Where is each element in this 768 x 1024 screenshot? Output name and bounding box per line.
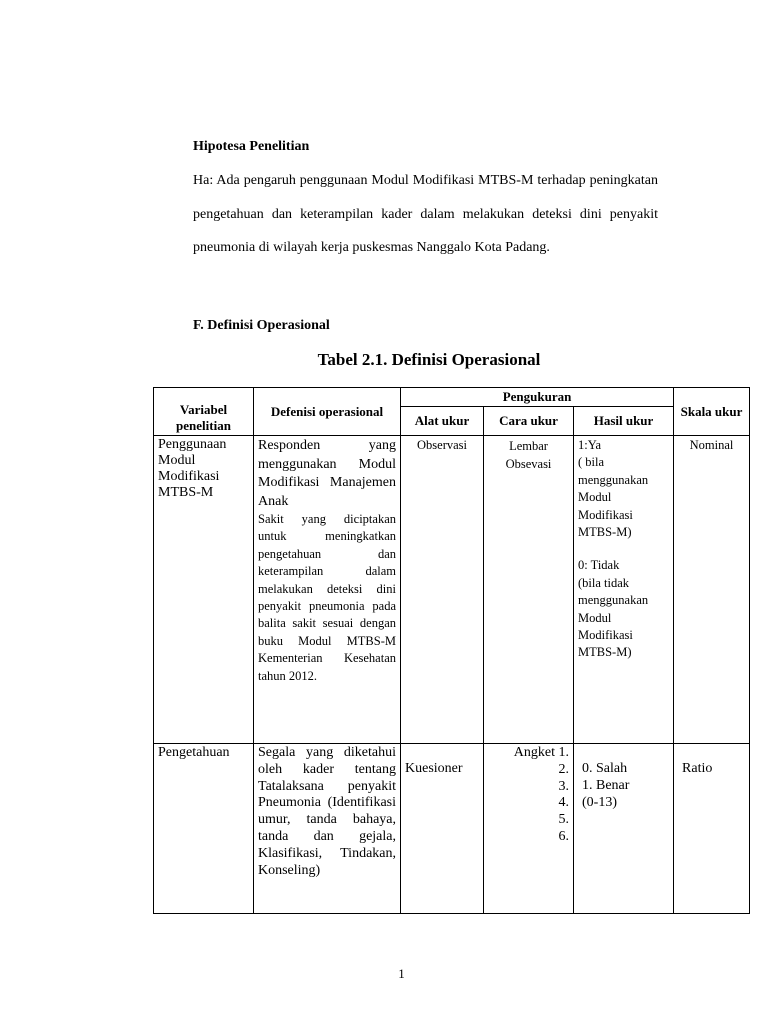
hasil-line: 1. Benar <box>582 777 630 793</box>
cell-hasil <box>574 436 674 744</box>
defenisi-part-1: Responden yang menggunakan Modul Modifikasi Manajemen Anak <box>258 438 396 509</box>
header-defenisi: Defenisi operasional <box>254 388 401 436</box>
cell-defenisi <box>254 436 401 744</box>
cell-variabel: Penggunaan Modul Modifikasi MTBS-M <box>154 436 254 744</box>
header-hasil: Hasil ukur <box>574 407 674 436</box>
cell-skala: Nominal <box>674 436 750 744</box>
cell-hasil <box>574 744 674 914</box>
hasil-line-2: ( bila menggunakan Modul Modifikasi MTBS-M) <box>578 455 649 540</box>
page-number: 1 <box>398 966 405 981</box>
cara-line: 2. <box>558 761 569 777</box>
cell-cara: Lembar Obsevasi <box>484 436 574 744</box>
hasil-line-4: (bila tidak menggunakan Modul Modifikasi MTBS-M) <box>578 575 649 660</box>
section-heading: Hipotesa Penelitian <box>193 139 310 154</box>
cell-defenisi: Segala yang diketahui oleh kader tentang Tatalaksana penyakit Pneumonia (Identifikasi umur, tanda bahaya, tanda dan gejala, Klasifikasi, Tindakan, Konseling) <box>254 744 401 914</box>
hasil-line-3: 0: Tidak <box>578 558 620 573</box>
table-title: Tabel 2.1. Definisi Operasional <box>317 350 541 369</box>
hypothesis-paragraph: Ha: Ada pengaruh penggunaan Modul Modifikasi MTBS-M terhadap peningkatan pengetahuan dan keterampilan kader dalam melakukan deteksi dini penyakit pneumonia di wilayah kerja puskesmas Nanggalo Kota Padang. <box>193 173 658 255</box>
cara-line: 5. <box>558 812 569 828</box>
cell-alat: Observasi <box>401 436 484 744</box>
table-header-row <box>154 388 750 407</box>
cell-cara <box>484 744 574 914</box>
hasil-line-1: 1:Ya <box>578 438 602 452</box>
cara-line: Angket 1. <box>513 745 569 760</box>
table-row <box>154 436 750 744</box>
cara-line: 6. <box>558 828 569 844</box>
cell-skala: Ratio <box>674 744 750 914</box>
hasil-line: (0-13) <box>582 794 617 810</box>
cell-variabel: Pengetahuan <box>154 744 254 914</box>
definition-table <box>153 387 750 914</box>
cell-alat: Kuesioner <box>401 744 484 914</box>
table-row <box>154 744 750 914</box>
hasil-line: 0. Salah <box>582 761 628 776</box>
header-cara: Cara ukur <box>484 407 574 436</box>
defenisi-part-2: Sakit yang diciptakan untuk meningkatkan pengetahuan dan keterampilan dalam melakukan deteksi dini penyakit pneumonia pada balita sakit sesuai dengan buku Modul MTBS-M Kementerian Kesehatan tahun 2012. <box>258 512 396 683</box>
cara-line: 4. <box>558 795 569 811</box>
header-skala: Skala ukur <box>674 388 750 436</box>
header-variabel: Variabel penelitian <box>154 388 254 436</box>
subsection-heading: F. Definisi Operasional <box>193 318 330 333</box>
cara-line: 3. <box>558 778 569 794</box>
header-alat: Alat ukur <box>401 407 484 436</box>
header-pengukuran: Pengukuran <box>401 388 674 407</box>
